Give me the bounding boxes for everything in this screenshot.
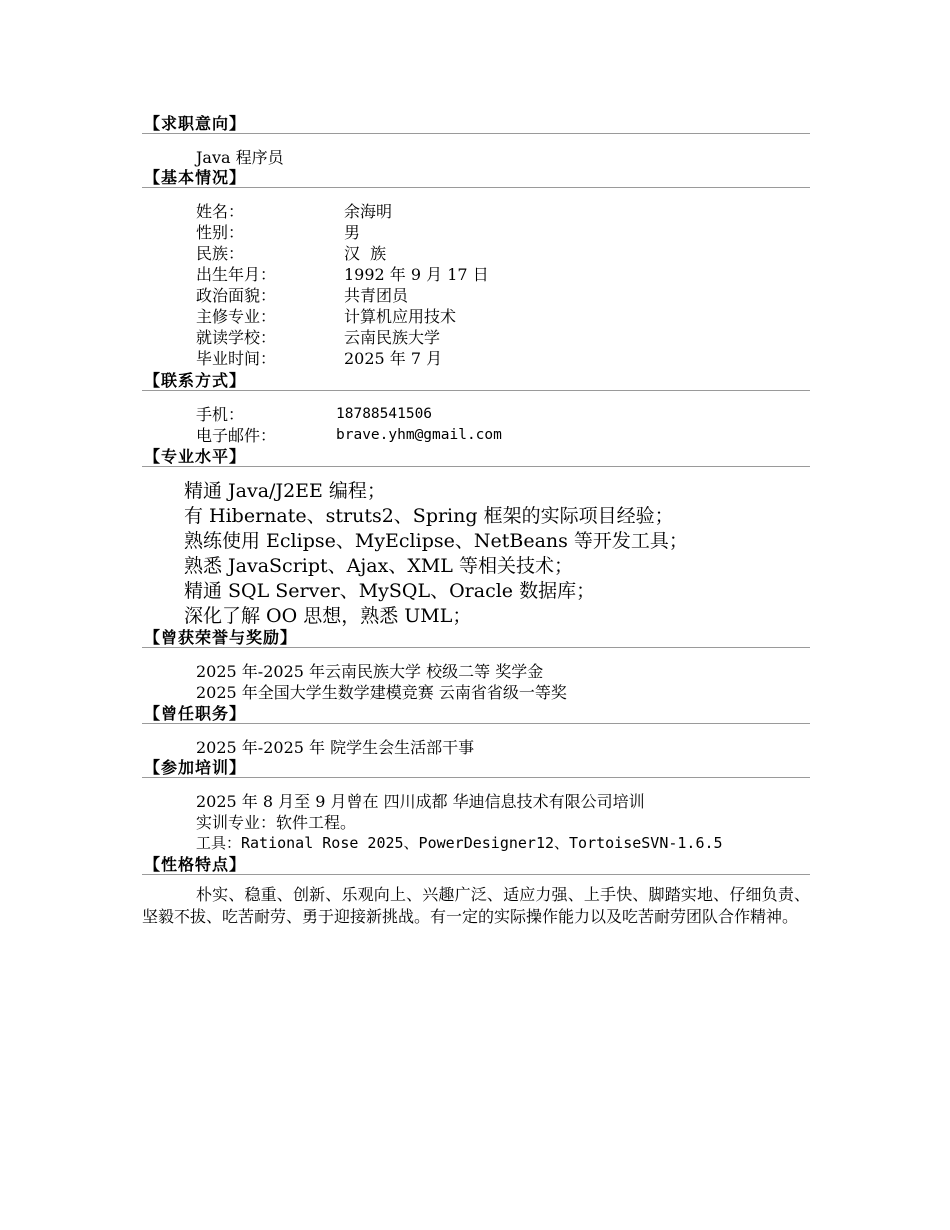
honors-header: 【曾获荣誉与奖励】 [142,628,810,648]
position-item: 2025 年-2025 年 院学生会生活部干事 [196,738,475,757]
phone-label: 手机： [196,405,245,424]
basic-row-school [196,327,810,348]
contact-section [142,371,810,446]
birth-value: 1992 年 9 月 17 日 [344,265,489,284]
positions-header: 【曾任职务】 [142,704,810,724]
skills-list [142,479,810,629]
email-label: 电子邮件： [196,426,277,445]
personality-header: 【性格特点】 [142,855,810,875]
name-value: 余海明 [344,202,393,221]
objective-header: 【求职意向】 [142,114,810,134]
gender-label: 性别： [196,223,245,242]
basic-row-political [196,285,810,306]
major-value: 计算机应用技术 [344,307,457,326]
honor-item: 2025 年全国大学生数学建模竞赛 云南省省级一等奖 [196,683,567,702]
skill-item: 熟练使用 Eclipse、MyEclipse、NetBeans 等开发工具； [184,530,688,552]
objective-value: Java 程序员 [196,148,284,167]
basic-row-major [196,306,810,327]
basic-info-list [142,201,810,369]
skills-section [142,447,810,629]
personality-section [142,855,810,927]
skill-item: 精通 SQL Server、MySQL、Oracle 数据库； [184,580,596,602]
name-label: 姓名： [196,202,245,221]
contact-row-email [196,425,810,446]
skill-item: 熟悉 JavaScript、Ajax、XML 等相关技术； [184,555,573,577]
political-label: 政治面貌： [196,286,277,305]
training-tools: 工具：Rational Rose 2025、PowerDesigner12、TortoiseSVN-1.6.5 [196,834,723,852]
training-item: 实训专业：软件工程。 [196,813,357,832]
gender-value: 男 [344,223,361,242]
basic-row-name [196,201,810,222]
skill-item: 精通 Java/J2EE 编程； [184,480,386,502]
training-item: 2025 年 8 月至 9 月曾在 四川成都 华迪信息技术有限公司培训 [196,792,645,811]
school-label: 就读学校： [196,328,277,347]
honors-list [142,661,810,703]
basic-row-ethnicity [196,243,810,264]
personality-text: 朴实、稳重、创新、乐观向上、兴趣广泛、适应力强、上手快、脚踏实地、仔细负责、坚毅不拔、吃苦耐劳、勇于迎接新挑战。有一定的实际操作能力以及吃苦耐劳团队合作精神。 [142,885,810,926]
basic-row-birth [196,264,810,285]
objective-section [142,114,810,168]
honors-section [142,628,810,703]
basic-info-header: 【基本情况】 [142,168,810,188]
contact-row-phone [196,404,810,425]
email-value: brave.yhm@gmail.com [336,427,502,443]
skill-item: 有 Hibernate、struts2、Spring 框架的实际项目经验； [184,505,674,527]
basic-row-graduation [196,348,810,369]
positions-section [142,704,810,758]
honor-item: 2025 年-2025 年云南民族大学 校级二等 奖学金 [196,662,544,681]
graduation-value: 2025 年 7 月 [344,349,443,368]
birth-label: 出生年月： [196,265,277,284]
basic-info-section [142,168,810,369]
contact-header: 【联系方式】 [142,371,810,391]
training-list [142,791,810,854]
ethnicity-label: 民族： [196,244,245,263]
basic-row-gender [196,222,810,243]
phone-value: 18788541506 [336,406,433,422]
skills-header: 【专业水平】 [142,447,810,467]
skill-item: 深化了解 OO 思想，熟悉 UML； [184,605,472,627]
graduation-label: 毕业时间： [196,349,277,368]
major-label: 主修专业： [196,307,277,326]
contact-list [142,404,810,446]
ethnicity-value: 汉 族 [344,244,387,263]
training-section [142,758,810,854]
training-header: 【参加培训】 [142,758,810,778]
school-value: 云南民族大学 [344,328,441,347]
political-value: 共青团员 [344,286,409,305]
positions-list [142,737,810,758]
